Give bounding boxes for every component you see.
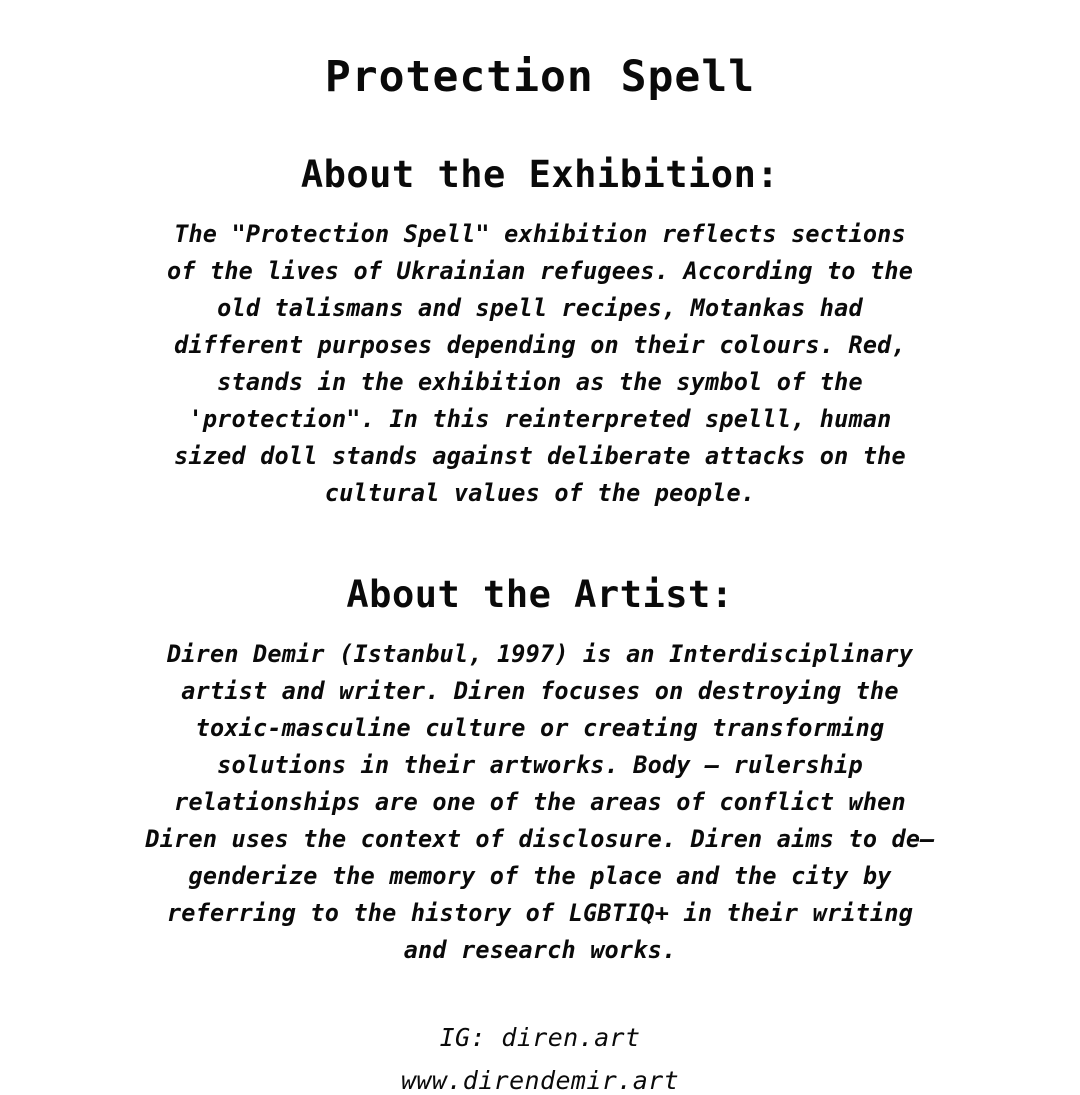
about-exhibition-heading: About the Exhibition: [300, 153, 780, 197]
about-artist-section [80, 573, 1000, 968]
about-exhibition-body: The "Protection Spell" exhibition reflects sections of the lives of Ukrainian refugees. According to the old talismans and spell recipes, Motankas had different purposes depending on their colours. Red, stands in the exhibition as the symbol of the 'protection". In this reinterpreted spelll, human sized doll stands against deliberate attacks on the cultural values of the people. [166, 220, 914, 507]
instagram-handle[interactable]: IG: diren.art [439, 1023, 641, 1053]
about-artist-heading: About the Artist: [346, 573, 734, 617]
contact-block [401, 1023, 679, 1095]
page-title: Protection Spell [324, 52, 756, 102]
about-exhibition-section [80, 153, 1000, 511]
about-artist-body: Diren Demir (Istanbul, 1997) is an Interdisciplinary artist and writer. Diren focuses on destroying the toxic-masculine culture or creating transforming solutions in their artworks. Body — rulership relationships are one of the areas of conflict when Diren uses the context of disclosure. Diren aims to de—genderize the memory of the place and the city by referring to the history of LGBTIQ+ in their writing and research works. [145, 640, 935, 964]
website-url[interactable]: www.direndemir.art [400, 1066, 680, 1095]
